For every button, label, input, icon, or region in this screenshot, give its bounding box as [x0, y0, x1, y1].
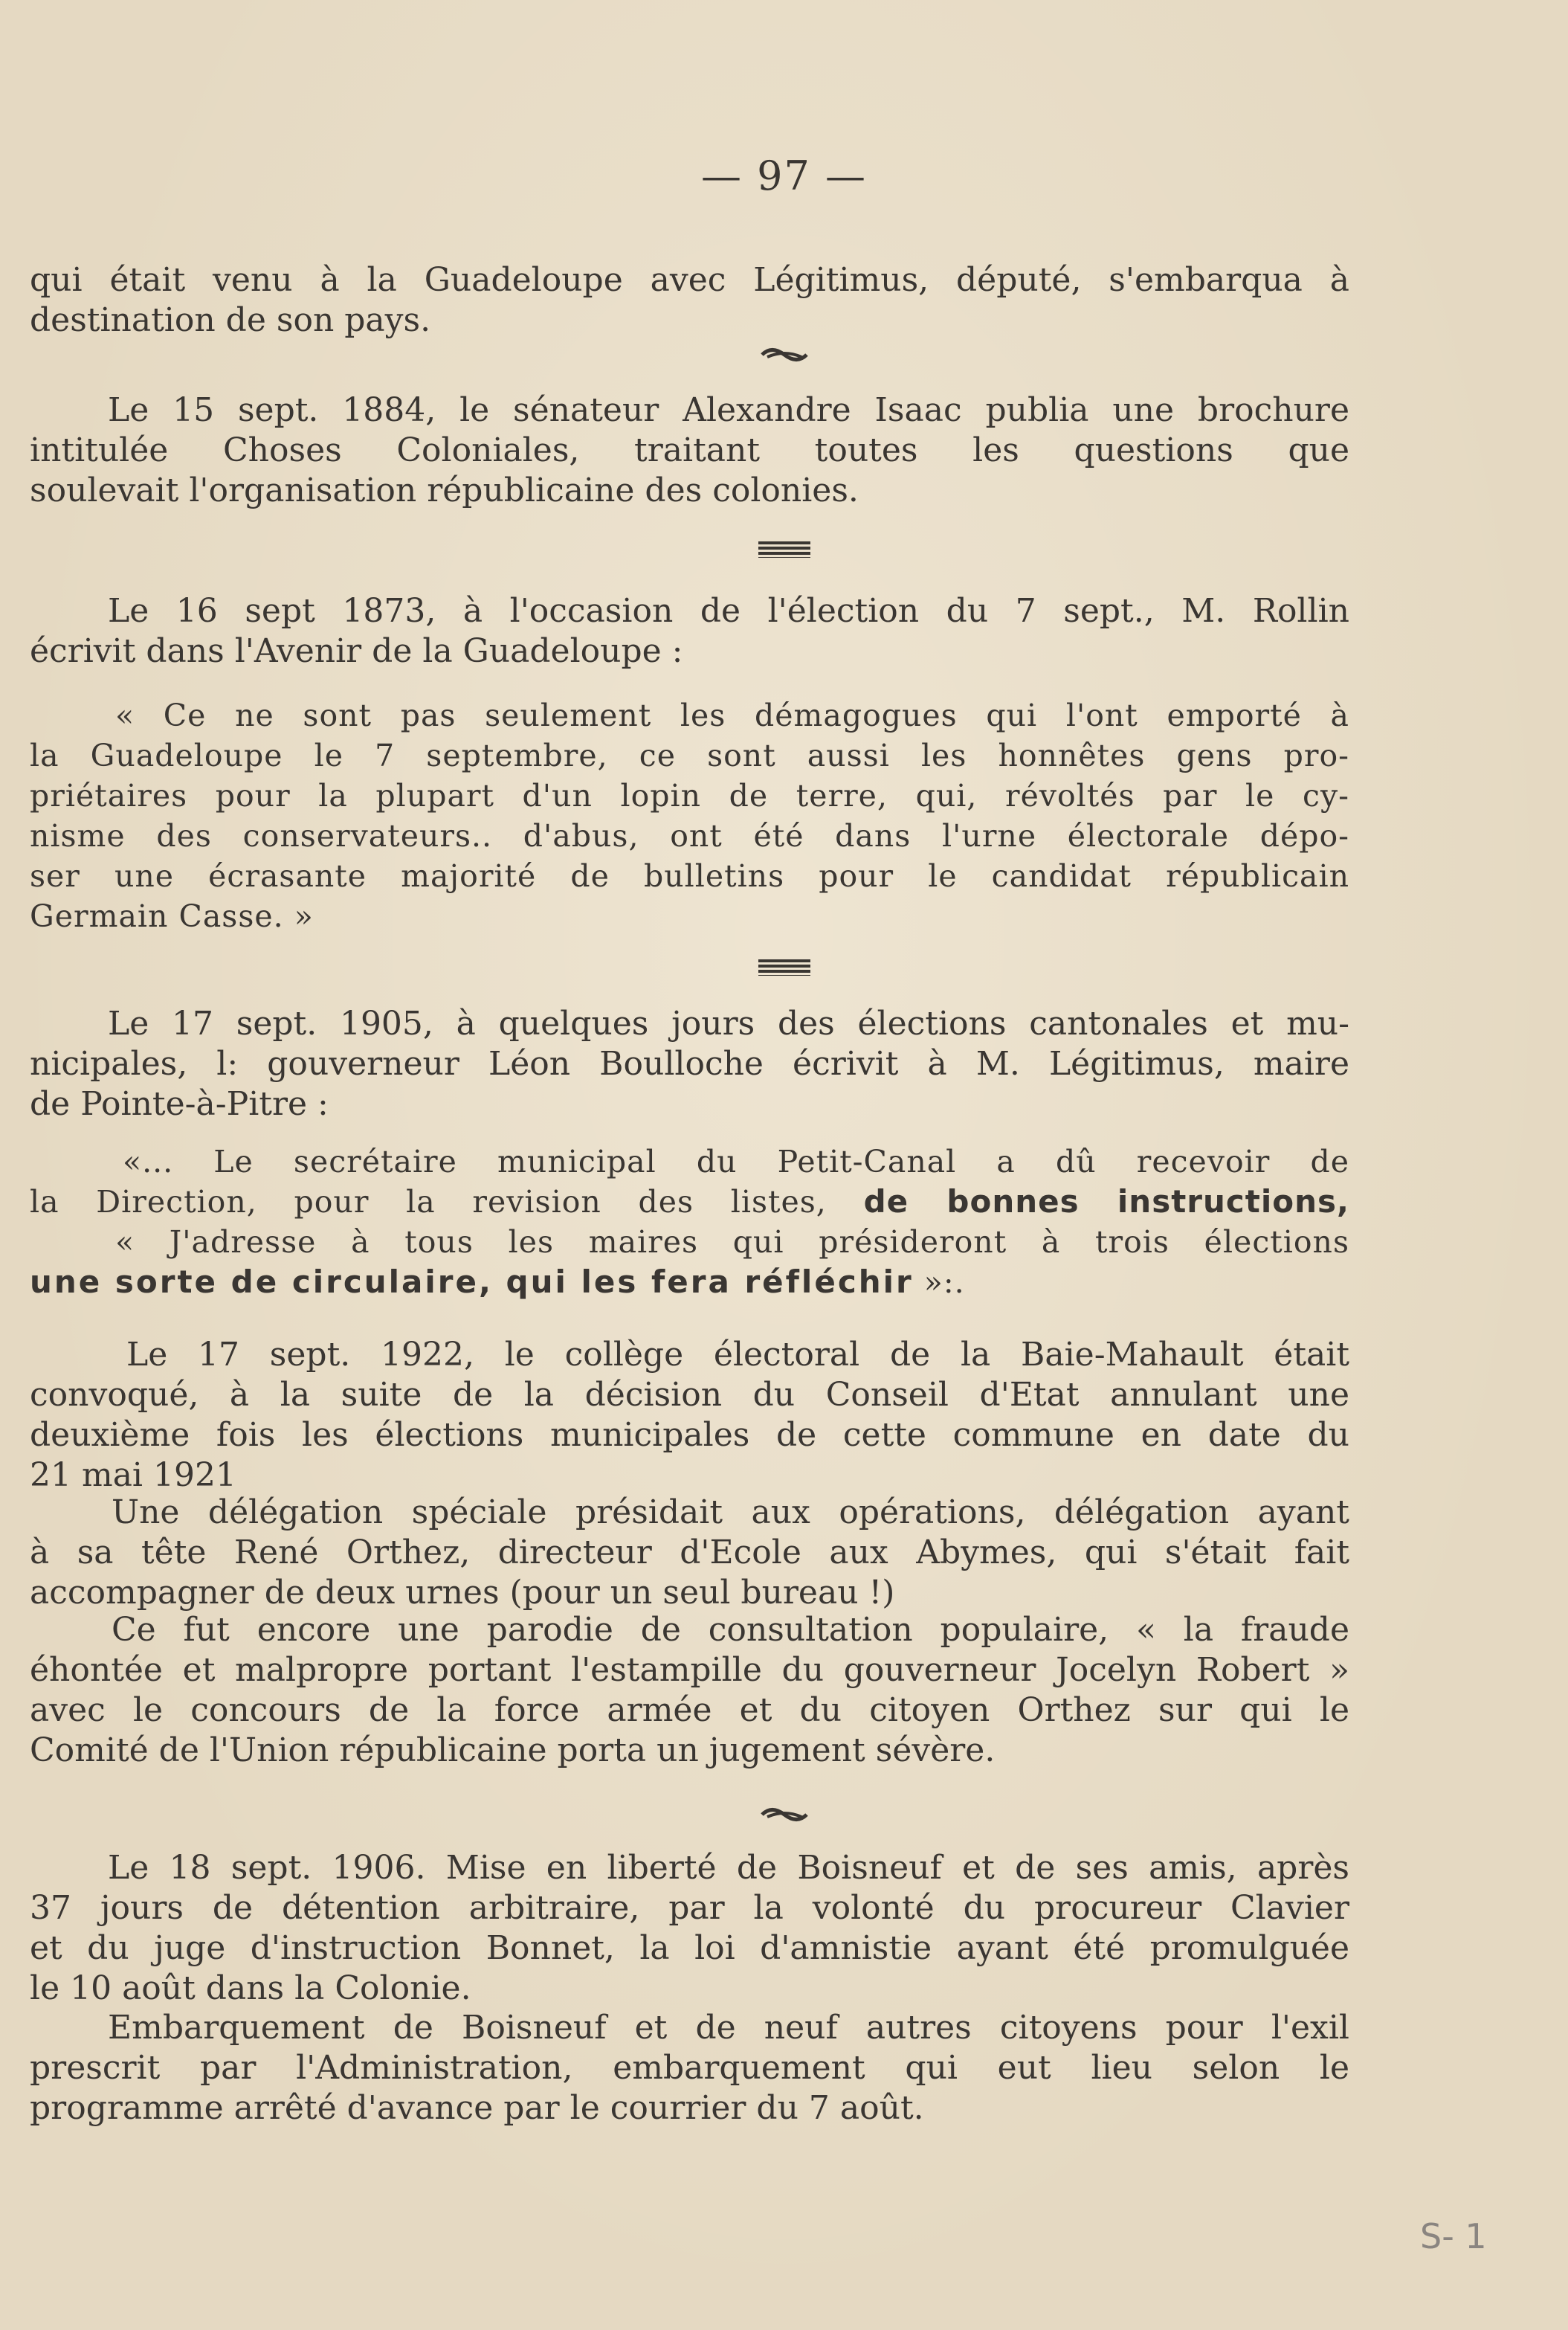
- paragraph-8: [30, 1848, 1349, 2009]
- page-number: — 97 —: [700, 152, 868, 199]
- line: de Pointe-à-Pitre :: [30, 1085, 329, 1123]
- line: Comité de l'Union républicaine porta un jugement sévère.: [30, 1731, 996, 1769]
- line: deuxième fois les élections municipales de cette commune en date du: [30, 1416, 1349, 1454]
- line: « Ce ne sont pas seulement les démagogues qui l'ont emporté à: [115, 698, 1349, 733]
- line: Une délégation spéciale présidait aux opérations, délégation ayant: [112, 1493, 1349, 1531]
- line: le 10 août dans la Colonie.: [30, 1969, 471, 2007]
- line: et du juge d'instruction Bonnet, la loi d'amnistie ayant été promulguée: [30, 1929, 1349, 1967]
- line: Le 18 sept. 1906. Mise en liberté de Boisneuf et de ses amis, après: [108, 1849, 1349, 1887]
- line: Germain Casse. »: [30, 898, 314, 934]
- paragraph-9: [30, 2008, 1349, 2128]
- line: prescrit par l'Administration, embarquement qui eut lieu selon le: [30, 2049, 1349, 2087]
- emphasis: une sorte de circulaire, qui les fera réfléchir: [30, 1264, 914, 1300]
- line: Le 16 sept 1873, à l'occasion de l'élection du 7 sept., M. Rollin: [108, 592, 1349, 630]
- line: Le 17 sept. 1922, le collège électoral de la Baie-Mahault était: [126, 1336, 1349, 1374]
- line: la Guadeloupe le 7 septembre, ce sont aussi les honnêtes gens pro-: [30, 738, 1349, 773]
- line: 21 mai 1921: [30, 1456, 236, 1494]
- bar-ornament-icon: [0, 959, 1568, 979]
- paragraph-1: [30, 260, 1349, 341]
- bar-ornament-icon: [0, 541, 1568, 561]
- line-text: la Direction, pour la revision des listes,: [30, 1184, 827, 1220]
- paragraph-3: [30, 591, 1349, 672]
- quote-rollin: [30, 695, 1349, 936]
- line: intitulée Choses Coloniales, traitant toutes les questions que: [30, 431, 1349, 469]
- line: « J'adresse à tous les maires qui présideront à trois élections: [115, 1224, 1349, 1260]
- line: «... Le secrétaire municipal du Petit-Canal a dû recevoir de: [123, 1144, 1349, 1180]
- line: Ce fut encore une parodie de consultation populaire, « la fraude: [112, 1611, 1349, 1649]
- margin-note: S- 1: [1420, 2216, 1487, 2256]
- paragraph-5: [30, 1335, 1349, 1496]
- line: ser une écrasante majorité de bulletins pour le candidat républicain: [30, 858, 1349, 894]
- line: priétaires pour la plupart d'un lopin de terre, qui, révoltés par le cy-: [30, 778, 1349, 814]
- line: convoqué, à la suite de la décision du Conseil d'Etat annulant une: [30, 1376, 1349, 1414]
- paragraph-2: [30, 390, 1349, 511]
- wave-ornament-icon: [0, 344, 1568, 369]
- line: [30, 1182, 1349, 1222]
- line-end: »:.: [923, 1264, 965, 1300]
- line: éhontée et malpropre portant l'estampille du gouverneur Jocelyn Robert »: [30, 1651, 1349, 1689]
- line: destination de son pays.: [30, 301, 431, 339]
- line: écrivit dans l'Avenir de la Guadeloupe :: [30, 632, 683, 670]
- line: Le 17 sept. 1905, à quelques jours des élections cantonales et mu-: [108, 1005, 1349, 1043]
- line: avec le concours de la force armée et du citoyen Orthez sur qui le: [30, 1691, 1349, 1729]
- wave-ornament-icon: [0, 1803, 1568, 1829]
- quote-boulloche: [30, 1142, 1349, 1302]
- line: accompagner de deux urnes (pour un seul bureau !): [30, 1574, 895, 1612]
- line: programme arrêté d'avance par le courrier du 7 août.: [30, 2089, 924, 2127]
- line: qui était venu à la Guadeloupe avec Légitimus, député, s'embarqua à: [30, 261, 1349, 299]
- line: nisme des conservateurs.. d'abus, ont été dans l'urne électorale dépo-: [30, 818, 1349, 854]
- line: à sa tête René Orthez, directeur d'Ecole aux Abymes, qui s'était fait: [30, 1534, 1349, 1571]
- line: soulevait l'organisation républicaine des colonies.: [30, 472, 859, 509]
- emphasis: de bonnes instructions,: [863, 1183, 1349, 1220]
- line: Le 15 sept. 1884, le sénateur Alexandre Isaac publia une brochure: [108, 391, 1349, 429]
- line: [30, 1262, 1349, 1302]
- paragraph-7: [30, 1610, 1349, 1771]
- line: Embarquement de Boisneuf et de neuf autres citoyens pour l'exil: [108, 2009, 1349, 2047]
- line: 37 jours de détention arbitraire, par la volonté du procureur Clavier: [30, 1889, 1349, 1927]
- line: nicipales, l: gouverneur Léon Boulloche écrivit à M. Légitimus, maire: [30, 1045, 1349, 1083]
- paragraph-6: [30, 1493, 1349, 1613]
- paragraph-4: [30, 1004, 1349, 1124]
